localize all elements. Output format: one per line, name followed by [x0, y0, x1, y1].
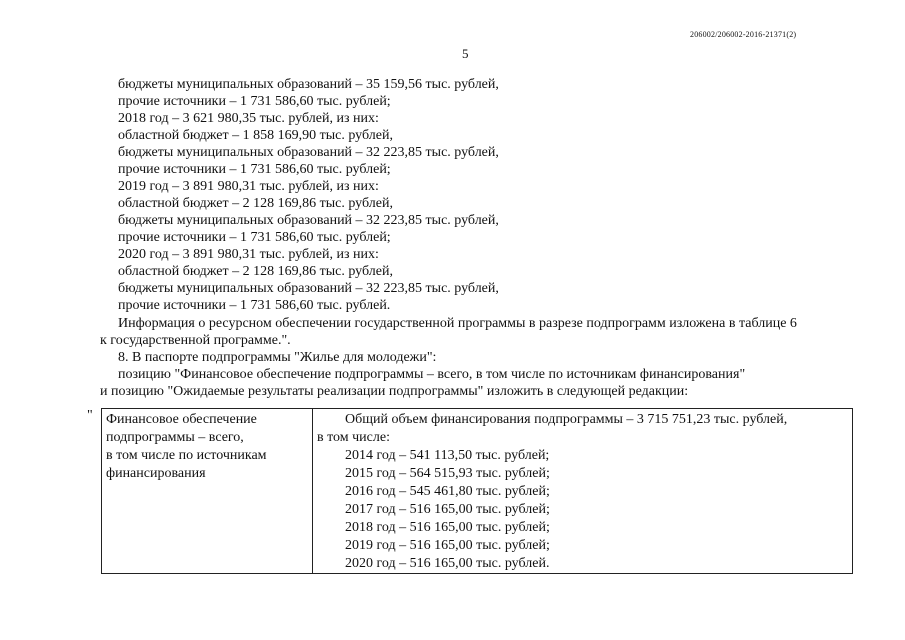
table-cell-value — [313, 409, 853, 574]
body-line: 2019 год – 3 891 980,31 тыс. рублей, из них: — [118, 179, 379, 194]
year-line: 2016 год – 545 461,80 тыс. рублей; — [345, 484, 550, 499]
paragraph-line: Информация о ресурсном обеспечении государственной программы в разрезе подпрограмм изложена в таблице 6 — [118, 316, 797, 331]
body-line: бюджеты муниципальных образований – 32 223,85 тыс. рублей, — [118, 145, 499, 160]
body-line: прочие источники – 1 731 586,60 тыс. рублей; — [118, 94, 391, 109]
year-line: 2018 год – 516 165,00 тыс. рублей; — [345, 520, 550, 535]
year-line: 2017 год – 516 165,00 тыс. рублей; — [345, 502, 550, 517]
paragraph-line: к государственной программе.". — [100, 333, 291, 348]
table-cell-label — [102, 409, 313, 574]
year-line: 2019 год – 516 165,00 тыс. рублей; — [345, 538, 550, 553]
label-line: подпрограммы – всего, — [106, 430, 244, 445]
including-line: в том числе: — [317, 430, 390, 445]
year-line: 2014 год – 541 113,50 тыс. рублей; — [345, 448, 550, 463]
body-line: 2018 год – 3 621 980,35 тыс. рублей, из них: — [118, 111, 379, 126]
opening-quote: " — [87, 408, 93, 423]
total-line: Общий объем финансирования подпрограммы – 3 715 751,23 тыс. рублей, — [345, 412, 788, 427]
financing-table — [101, 408, 853, 574]
body-line: прочие источники – 1 731 586,60 тыс. рублей. — [118, 298, 391, 313]
body-line: областной бюджет – 2 128 169,86 тыс. рублей, — [118, 196, 393, 211]
section-heading: 8. В паспорте подпрограммы "Жилье для молодежи": — [118, 350, 437, 365]
paragraph-line: и позицию "Ожидаемые результаты реализации подпрограммы" изложить в следующей редакции: — [100, 384, 689, 399]
label-line: Финансовое обеспечение — [106, 412, 257, 427]
table-row — [102, 409, 853, 574]
body-line: 2020 год – 3 891 980,31 тыс. рублей, из них: — [118, 247, 379, 262]
body-line: бюджеты муниципальных образований – 32 223,85 тыс. рублей, — [118, 281, 499, 296]
page-number: 5 — [462, 46, 469, 61]
label-line: финансирования — [106, 466, 206, 481]
label-line: в том числе по источникам — [106, 448, 267, 463]
body-line: бюджеты муниципальных образований – 35 159,56 тыс. рублей, — [118, 77, 499, 92]
document-id: 206002/206002-2016-21371(2) — [690, 30, 797, 39]
paragraph-line: позицию "Финансовое обеспечение подпрограммы – всего, в том числе по источникам финансирования" — [118, 367, 746, 382]
body-line: прочие источники – 1 731 586,60 тыс. рублей; — [118, 162, 391, 177]
body-line: областной бюджет – 1 858 169,90 тыс. рублей, — [118, 128, 393, 143]
year-line: 2020 год – 516 165,00 тыс. рублей. — [345, 556, 550, 571]
body-line: областной бюджет – 2 128 169,86 тыс. рублей, — [118, 264, 393, 279]
body-line: прочие источники – 1 731 586,60 тыс. рублей; — [118, 230, 391, 245]
year-line: 2015 год – 564 515,93 тыс. рублей; — [345, 466, 550, 481]
body-line: бюджеты муниципальных образований – 32 223,85 тыс. рублей, — [118, 213, 499, 228]
